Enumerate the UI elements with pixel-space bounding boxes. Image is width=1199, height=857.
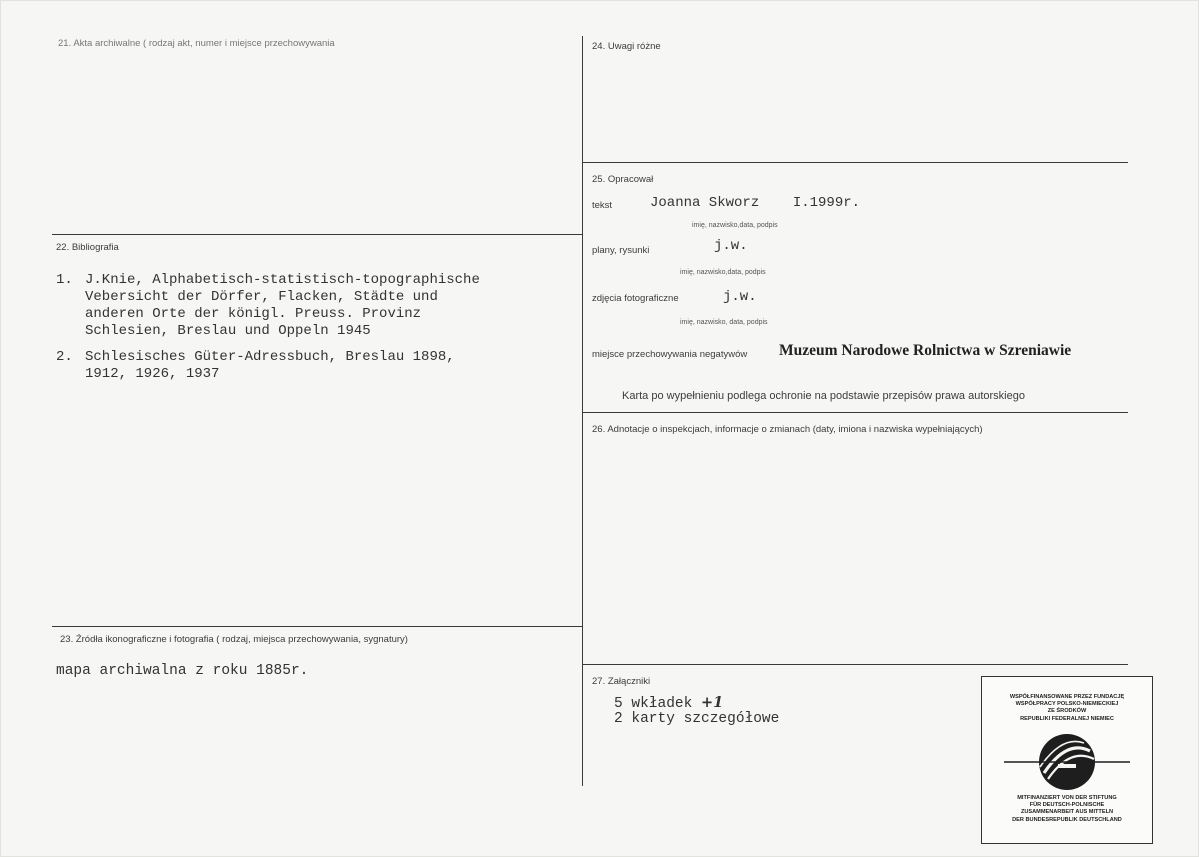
bibliography-item-line: Schlesisches Güter-Adressbuch, Breslau 1898, xyxy=(85,349,455,365)
divider-24-25 xyxy=(583,162,1128,163)
stamp-line: MITFINANZIERT VON DER STIFTUNG xyxy=(1017,795,1117,801)
section-23-value: mapa archiwalna z roku 1885r. xyxy=(56,663,309,679)
bibliography-item-number: 2. xyxy=(56,349,73,365)
attachments-count: 5 wkładek xyxy=(614,696,693,712)
stamp-line: DER BUNDESREPUBLIK DEUTSCHLAND xyxy=(1012,816,1122,823)
divider-21-22 xyxy=(52,234,583,235)
plany-label: plany, rysunki xyxy=(592,245,650,256)
zdjecia-label: zdjęcia fotograficzne xyxy=(592,293,679,304)
funding-stamp xyxy=(981,676,1153,844)
bibliography-item-line: Vebersicht der Dörfer, Flacken, Städte und xyxy=(85,289,438,305)
divider-25-26 xyxy=(583,412,1128,413)
stamp-line: WSPÓŁFINANSOWANE PRZEZ FUNDACJĘ xyxy=(1009,694,1125,700)
bibliography-item-line: J.Knie, Alphabetisch-statistisch-topographische xyxy=(85,272,480,288)
miejsce-value: Muzeum Narodowe Rolnictwa w Szreniawie xyxy=(779,342,1072,359)
copyright-notice: Karta po wypełnieniu podlega ochronie na podstawie przepisów prawa autorskiego xyxy=(622,390,1025,402)
tekst-value: Joanna Skworz I.1999r. xyxy=(650,195,861,211)
stamp-text-german xyxy=(982,795,1152,824)
plany-value: j.w. xyxy=(714,238,748,254)
foundation-logo xyxy=(1004,729,1130,795)
section-24-label: 24. Uwagi różne xyxy=(592,41,661,52)
section-27-label: 27. Załączniki xyxy=(592,676,651,687)
section-26-label: 26. Adnotacje o inspekcjach, informacje o zmianach (daty, imiona i nazwiska wypełniających) xyxy=(592,424,983,435)
stamp-line: REPUBLIKI FEDERALNEJ NIEMIEC xyxy=(1020,715,1114,722)
zdjecia-value: j.w. xyxy=(723,289,757,305)
bibliography-item-line: anderen Orte der königl. Preuss. Provinz xyxy=(85,306,422,322)
zdjecia-hint: imię, nazwisko, data, podpis xyxy=(680,319,768,326)
section-22-label: 22. Bibliografia xyxy=(56,242,119,253)
center-divider xyxy=(582,36,583,786)
stamp-line: WSPÓŁPRACY POLSKO-NIEMIECKIEJ xyxy=(1015,701,1119,708)
bibliography-item-number: 1. xyxy=(56,272,73,288)
bibliography-item-line: Schlesien, Breslau und Oppeln 1945 xyxy=(85,323,371,339)
stamp-line: ZE ŚRODKÓW xyxy=(1047,708,1087,715)
section-21-label: 21. Akta archiwalne ( rodzaj akt, numer i miejsce przechowywania xyxy=(58,38,335,49)
divider-22-23 xyxy=(52,626,583,627)
stamp-text-polish xyxy=(982,694,1152,723)
attachments-line-1 xyxy=(614,694,723,712)
divider-26-27 xyxy=(583,664,1128,665)
section-25-label: 25. Opracował xyxy=(592,174,654,185)
section-23-label: 23. Źródła ikonograficzne i fotografia ( rodzaj, miejsca przechowywania, sygnatury) xyxy=(60,634,408,645)
bibliography-item-line: 1912, 1926, 1937 xyxy=(85,366,220,382)
tekst-label: tekst xyxy=(592,200,613,211)
stamp-line: FÜR DEUTSCH-POLNISCHE xyxy=(1029,802,1105,809)
attachments-line-2: 2 karty szczegółowe xyxy=(614,711,780,727)
attachments-handwritten-note: +1 xyxy=(701,694,724,711)
stamp-line: ZUSAMMENARBEIT AUS MITTELN xyxy=(1020,809,1114,816)
tekst-hint: imię, nazwisko,data, podpis xyxy=(692,222,778,229)
plany-hint: imię, nazwisko,data, podpis xyxy=(680,269,766,276)
miejsce-label: miejsce przechowywania negatywów xyxy=(592,349,748,360)
